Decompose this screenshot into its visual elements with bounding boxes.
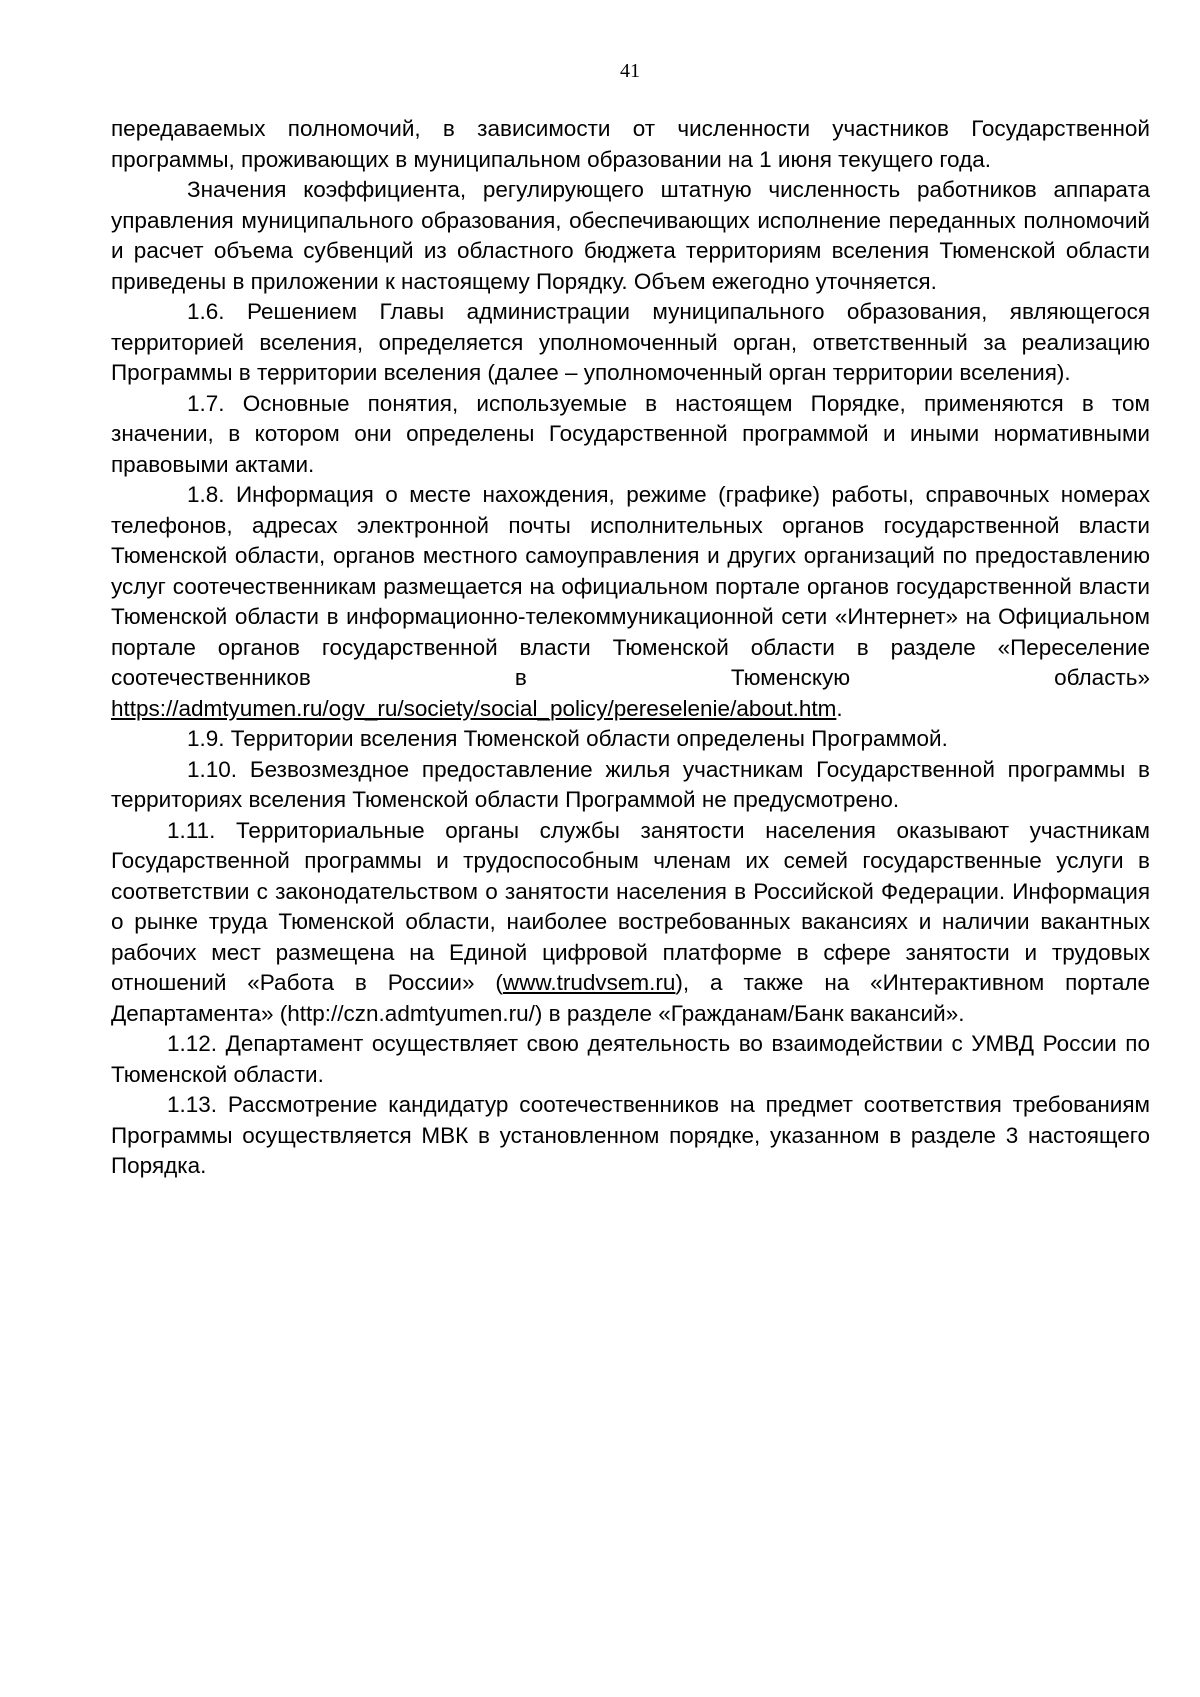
paragraph-1-8-end: . <box>836 695 843 721</box>
paragraph-1-11-end: ), а также на «Интерактивном портале Департамента» (http://czn.admtyumen.ru/) в разделе «Гражданам/Банк вакансий». <box>111 970 1151 1026</box>
paragraph-1-6: 1.6. Решением Главы администрации муниципального образования, являющегося территорией вселения, определяется уполномоченный орган, ответственный за реализацию Программы в территории вселения (далее – уполномоченный орган территории вселения). <box>111 299 1150 385</box>
paragraph-coefficient: Значения коэффициента, регулирующего штатную численность работников аппарата управления муниципального образования, обеспечивающих исполнение переданных полномочий и расчет объема субвенций из областного бюджета территориям вселения Тюменской области приведены в приложении к настоящему Порядку. Объем ежегодно уточняется. <box>111 177 1150 294</box>
page-number: 41 <box>620 60 640 82</box>
paragraph-continuation: передаваемых полномочий, в зависимости от численности участников Государственной программы, проживающих в муниципальном образовании на 1 июня текущего года. <box>111 116 1150 172</box>
paragraph-1-8-text: 1.8. Информация о месте нахождения, режиме (графике) работы, справочных номерах телефонов, адресах электронной почты исполнительных органов государственной власти Тюменской области, органов местного самоуправления и других организаций по предоставлению услуг соотечественникам размещается на официальном портале органов государственной власти Тюменской области в информационно-телекоммуникационной сети «Интернет» на Официальном портале органов государственной власти Тюменской области в разделе «Переселение соотечественников в Тюменскую область» <box>111 482 1150 690</box>
paragraph-1-7: 1.7. Основные понятия, используемые в настоящем Порядке, применяются в том значении, в котором они определены Государственной программой и иными нормативными правовыми актами. <box>111 390 1150 477</box>
paragraph-1-12: 1.12. Департамент осуществляет свою деятельность во взаимодействии с УМВД России по Тюменской области. <box>111 1031 1150 1087</box>
paragraph-1-11 <box>111 816 1150 1030</box>
document-body <box>111 114 1150 1182</box>
paragraph-1-8 <box>111 480 1150 724</box>
pereselenie-link[interactable]: https://admtyumen.ru/ogv_ru/society/social_policy/pereselenie/about.htm <box>111 695 837 721</box>
paragraph-1-10: 1.10. Безвозмездное предоставление жилья участникам Государственной программы в территориях вселения Тюменской области Программой не предусмотрено. <box>111 756 1150 812</box>
paragraph-1-11-text: 1.11. Территориальные органы службы занятости населения оказывают участникам Государственной программы и трудоспособным членам их семей государственные услуги в соответствии с законодательством о занятости населения в Российской Федерации. Информация о рынке труда Тюменской области, наиболее востребованных вакансиях и наличии вакантных рабочих мест размещена на Единой цифровой платформе в сфере занятости и трудовых отношений «Работа в России» ( <box>111 817 1150 995</box>
paragraph-1-13: 1.13. Рассмотрение кандидатур соотечественников на предмет соответствия требованиям Программы осуществляется МВК в установленном порядке, указанном в разделе 3 настоящего Порядка. <box>111 1092 1150 1178</box>
trudvsem-link[interactable]: www.trudvsem.ru <box>502 970 676 995</box>
paragraph-1-9: 1.9. Территории вселения Тюменской области определены Программой. <box>187 726 948 751</box>
